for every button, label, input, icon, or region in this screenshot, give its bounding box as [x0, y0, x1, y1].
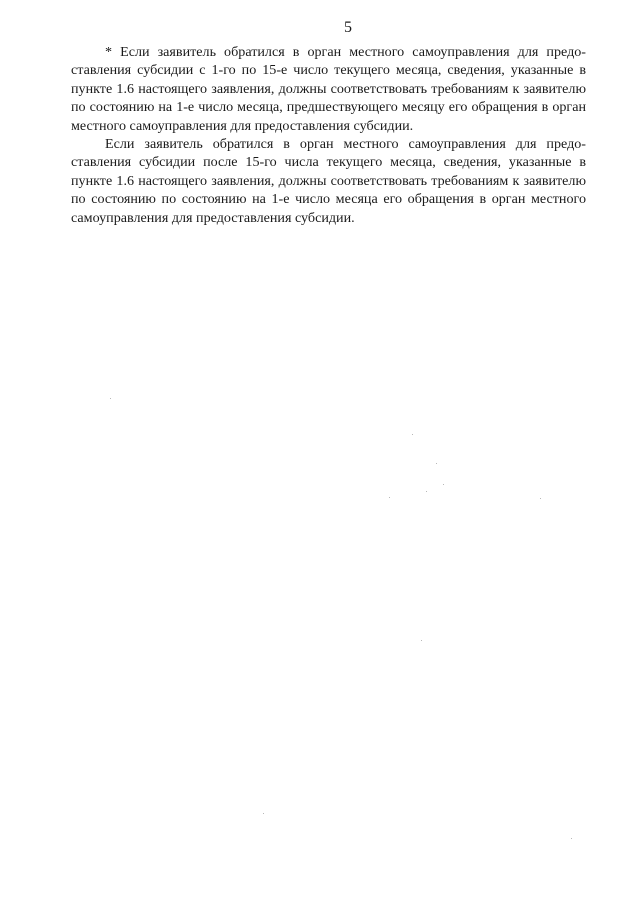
document-body: [71, 43, 586, 227]
scan-speck: [436, 463, 437, 464]
footnote-paragraph: * Если заявитель обратился в орган местного самоуправления для предоставления субсидии с 1-го по 15-е число текущего месяца, сведения, указанные в пункте 1.6 настоящего заявления, должны соответствовать требованиям к заявителю по состоянию на 1-е число месяца, предшествующего месяцу его обращения в орган местного самоуправления для предоставления субсидии.: [71, 44, 586, 134]
scan-speck: [263, 813, 264, 814]
scan-speck: [412, 434, 413, 435]
scan-speck: [421, 640, 422, 641]
scan-speck: [389, 497, 390, 498]
scan-speck: [110, 398, 111, 399]
scan-speck: [540, 498, 541, 499]
body-paragraph: Если заявитель обратился в орган местного самоуправления для предоставления субсидии после 15-го числа текущего месяца, сведения, указанные в пункте 1.6 настоящего заявления, должны соответствовать требованиям к заявителю по состоянию по состоянию на 1-е число месяца его обращения в орган местного самоуправления для предоставления субсидии.: [71, 136, 586, 226]
page-number: 5: [344, 19, 352, 36]
scan-speck: [426, 491, 427, 492]
scan-speck: [571, 838, 572, 839]
scan-speck: [443, 484, 444, 485]
